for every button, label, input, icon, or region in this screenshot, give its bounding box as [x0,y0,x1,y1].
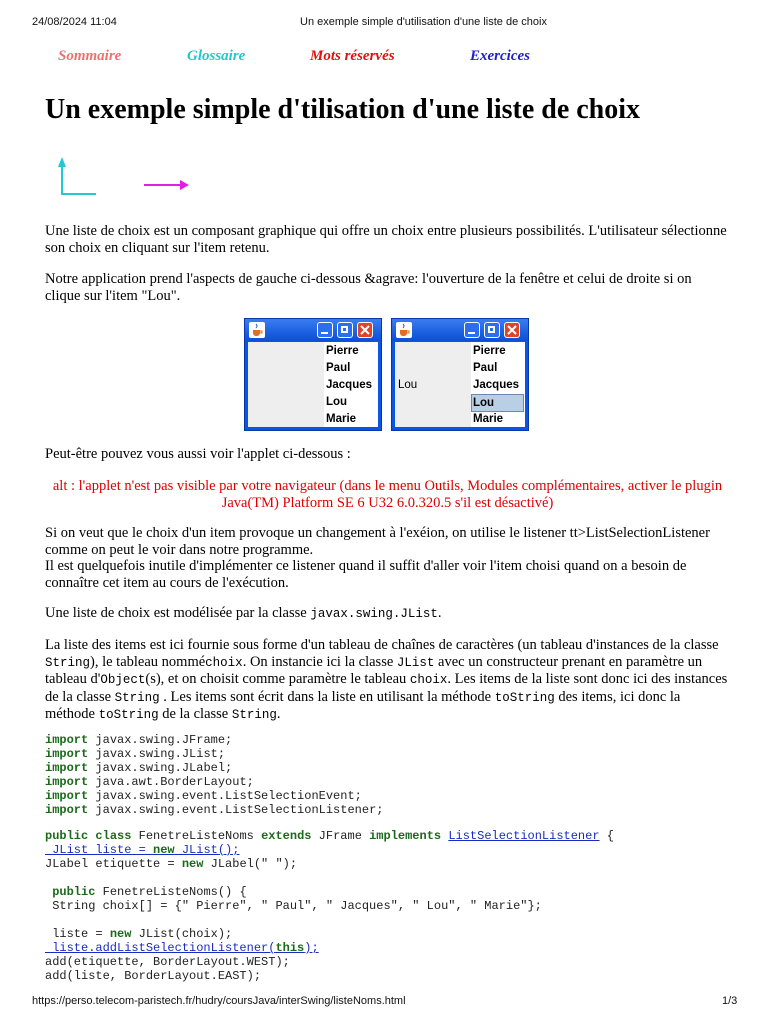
list-item[interactable]: Paul [326,362,351,374]
print-title: Un exemple simple d'utilisation d'une liste de choix [300,16,547,28]
maximize-icon[interactable] [484,322,500,338]
list-item[interactable]: Jacques [326,379,373,391]
page-title: Un exemple simple d'tilisation d'une liste de choix [45,94,641,125]
print-datetime: 24/08/2024 11:04 [32,16,117,28]
window-content [395,342,525,427]
listselectionlistener-link[interactable]: ListSelectionListener [448,829,600,843]
model-paragraph: Une liste de choix est modélisée par la classe javax.swing.JList. [45,605,442,621]
window-titlebar [245,319,381,341]
items-paragraph: La liste des items est ici fournie sous forme d'un tableau de chaînes de caractères (un tableau d'instances de la classe String), le tableau nomméchoix. On instancie ici la classe JList avec un constructeur prenant en paramètre un tableau d'Object(s), et on choisit comme paramètre le tableau choix. Les items de la liste sont donc ici des instances de la classe String . Les items sont écrit dans la liste en utilisant la méthode toString des items, ici donc la méthode toString de la classe String. [45,637,728,722]
names-list[interactable] [471,342,525,427]
code-imports: import javax.swing.JFrame; import javax.swing.JList; import javax.swing.JLabel; import java.awt.BorderLayout; import javax.swing.event.ListSelectionEvent; import javax.swing.event.ListSelectionListener; [45,733,384,817]
minimize-icon[interactable] [317,322,333,338]
listener-line-2: Il est quelquefois inutile d'implémenter ce listener quand il suffit d'aller voir l'item choisi quand on a besoin de connaître cet item au cours de l'exécution. [45,558,687,591]
nav-mots-reserves-link[interactable]: Mots réservés [310,48,395,64]
selection-label: Lou [398,379,418,391]
window-screenshot-left [244,318,382,431]
nav-sommaire-link[interactable]: Sommaire [58,48,122,64]
print-page-number: 1/3 [722,995,738,1007]
window-content [248,342,378,427]
print-url: https://perso.telecom-paristech.fr/hudry/coursJava/interSwing/listeNoms.html [32,995,406,1007]
list-item[interactable]: Marie [326,413,357,425]
java-cup-icon [396,322,412,338]
up-arrow-icon[interactable] [52,155,98,197]
code-class: public class FenetreListeNoms extends JFrame implements ListSelectionListener { JList liste = new JList(); JLabel etiquette = new JLabel(" "); public FenetreListeNoms() { String choix[] = {" Pierre", " Paul", " Jacques", " Lou", " Marie"}; liste = new JList(choix); liste.addListSelectionListener(this); add(etiquette, BorderLayout.WEST); add(liste, BorderLayout.EAST); [45,829,614,983]
list-item[interactable]: Marie [473,413,504,425]
jlist-link[interactable]: JList liste = new JList(); [45,843,240,857]
add-listener-link[interactable]: liste.addListSelectionListener(this); [45,941,319,955]
list-item-selected[interactable]: Lou [471,394,524,412]
close-icon[interactable] [357,322,373,338]
list-item[interactable]: Paul [473,362,498,374]
names-list[interactable] [324,342,378,427]
close-icon[interactable] [504,322,520,338]
listener-line-1: Si on veut que le choix d'un item provoque un changement à l'exéion, on utilise le listener tt>ListSelectionListener comme on peut le voir dans notre programme. [45,525,710,558]
listener-paragraph [45,525,730,591]
list-item[interactable]: Lou [326,396,348,408]
applet-paragraph: Peut-être pouvez vous aussi voir l'applet ci-dessous : [45,446,351,462]
minimize-icon[interactable] [464,322,480,338]
nav-glossaire-link[interactable]: Glossaire [187,48,246,64]
intro-paragraph-2: Notre application prend l'aspects de gauche ci-dessous &agrave: l'ouverture de la fenêtre et celui de droite si on clique sur l'item "Lou". [45,271,692,304]
list-item[interactable]: Pierre [326,345,359,357]
java-cup-icon [249,322,265,338]
window-screenshot-right [391,318,529,431]
right-arrow-icon[interactable] [143,178,191,192]
window-titlebar [392,319,528,341]
list-item[interactable]: Pierre [473,345,506,357]
maximize-icon[interactable] [337,322,353,338]
intro-paragraph-1: Une liste de choix est un composant graphique qui offre un choix entre plusieurs possibilités. L'utilisateur sélectionne son choix en cliquant sur l'item retenu. [45,223,727,256]
nav-exercices-link[interactable]: Exercices [470,48,530,64]
applet-alt-text: alt : l'applet n'est pas visible par votre navigateur (dans le menu Outils, Modules complémentaires, activer le plugin Java(TM) Platform SE 6 U32 6.0.320.5 s'il est désactivé) [52,478,723,511]
list-item[interactable]: Jacques [473,379,520,391]
